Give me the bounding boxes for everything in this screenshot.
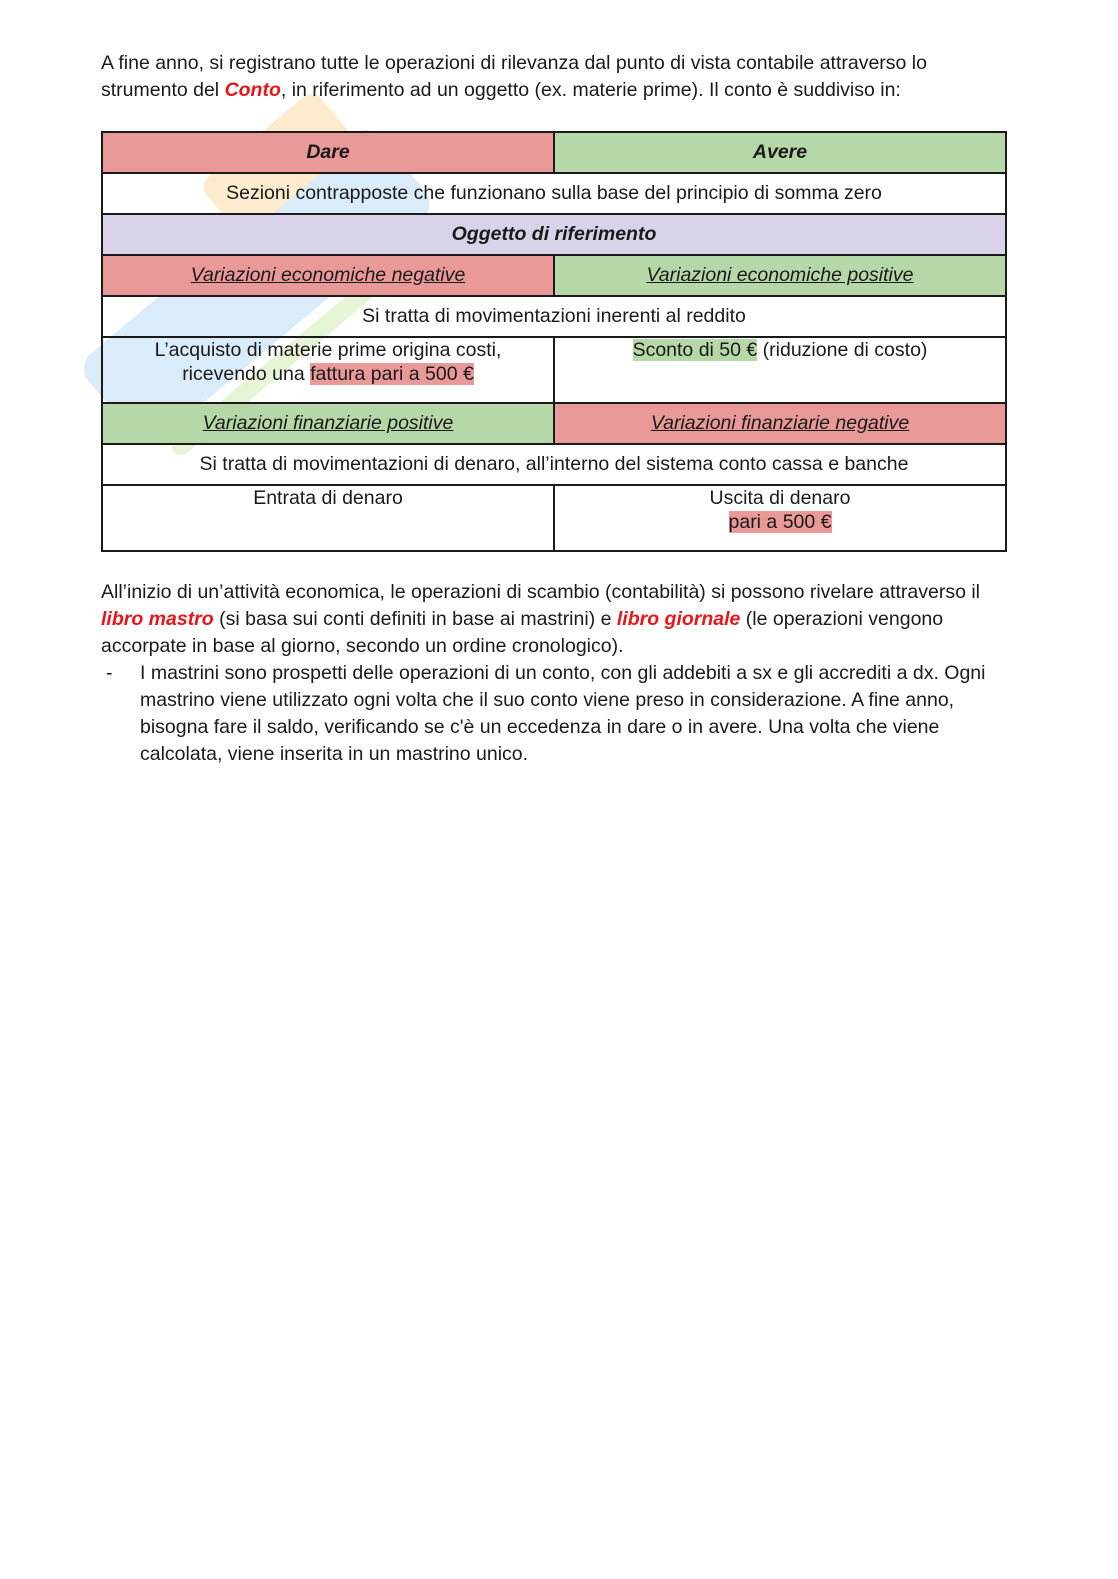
dash-bullet-icon: - [106, 662, 113, 684]
fin-negative-cell [554, 403, 1006, 444]
bullet-text: I mastrini sono prospetti delle operazioni di un conto, con gli addebiti a sx e gli accrediti a dx. Ogni mastrino viene utilizzato ogni volta che il suo conto viene preso in considerazione. A fine anno, bisogna fare il saldo, verificando se c'è un eccedenza in dare o in avere. Una volta che viene calcolata, viene inserita in un mastrino unico. [140, 662, 986, 765]
fin-positive-cell [102, 403, 554, 444]
fin-example-right [554, 485, 1006, 551]
invoice-highlight: fattura pari a 500 € [310, 363, 474, 385]
list-item [101, 660, 1016, 768]
fin-description: Si tratta di movimentazioni di denaro, all’interno del sistema conto cassa e banche [102, 444, 1006, 485]
table-row [102, 485, 1006, 551]
fin-example-right-line1: Uscita di denaro [709, 487, 851, 509]
intro-text-2: , in riferimento ad un oggetto (ex. materie prime). Il conto è suddiviso in: [280, 79, 901, 101]
body-text-c: (le operazioni vengono accorpate in base al giorno, secondo un ordine cronologico). [101, 608, 944, 657]
document-page [101, 50, 1016, 768]
body-section [101, 579, 1016, 768]
table-row [102, 255, 1006, 296]
fin-positive-label: Variazioni finanziarie positive [202, 412, 454, 434]
eco-example-left [102, 337, 554, 403]
eco-example-right [554, 337, 1006, 403]
intro-paragraph [101, 50, 1016, 104]
table-row [102, 337, 1006, 403]
eco-positive-cell [554, 255, 1006, 296]
eco-example-left-line1: L’acquisto di materie prime origina costi, [154, 339, 502, 361]
body-text-b: (si basa sui conti definiti in base ai mastrini) e [213, 608, 617, 630]
body-paragraph [101, 579, 1016, 660]
table-row [102, 214, 1006, 255]
intro-text-1: A fine anno, si registrano tutte le operazioni di rilevanza dal punto di vista contabile attraverso lo strumento del [101, 52, 927, 101]
eco-example-left-line2a: ricevendo una [182, 363, 311, 385]
eco-negative-label: Variazioni economiche negative [190, 264, 466, 286]
table-row [102, 444, 1006, 485]
term-libro-giornale: libro giornale [616, 608, 741, 630]
header-dare: Dare [102, 132, 554, 173]
sections-description: Sezioni contrapposte che funzionano sulla base del principio di somma zero [102, 173, 1006, 214]
term-conto: Conto [224, 79, 281, 101]
eco-example-right-text: (riduzione di costo) [757, 339, 928, 361]
table-row [102, 173, 1006, 214]
table-row [102, 132, 1006, 173]
outflow-highlight: pari a 500 € [728, 511, 832, 533]
discount-highlight: Sconto di 50 € [632, 339, 758, 361]
fin-example-left: Entrata di denaro [102, 485, 554, 551]
eco-positive-label: Variazioni economiche positive [646, 264, 914, 286]
eco-negative-cell [102, 255, 554, 296]
body-text-a: All’inizio di un’attività economica, le operazioni di scambio (contabilità) si possono rivelare attraverso il [101, 581, 980, 603]
table-row [102, 403, 1006, 444]
object-reference: Oggetto di riferimento [102, 214, 1006, 255]
table-row [102, 296, 1006, 337]
conto-table [101, 131, 1007, 552]
term-libro-mastro: libro mastro [101, 608, 214, 630]
eco-description: Si tratta di movimentazioni inerenti al reddito [102, 296, 1006, 337]
bullet-list [101, 660, 1016, 768]
fin-negative-label: Variazioni finanziarie negative [650, 412, 910, 434]
header-avere: Avere [554, 132, 1006, 173]
